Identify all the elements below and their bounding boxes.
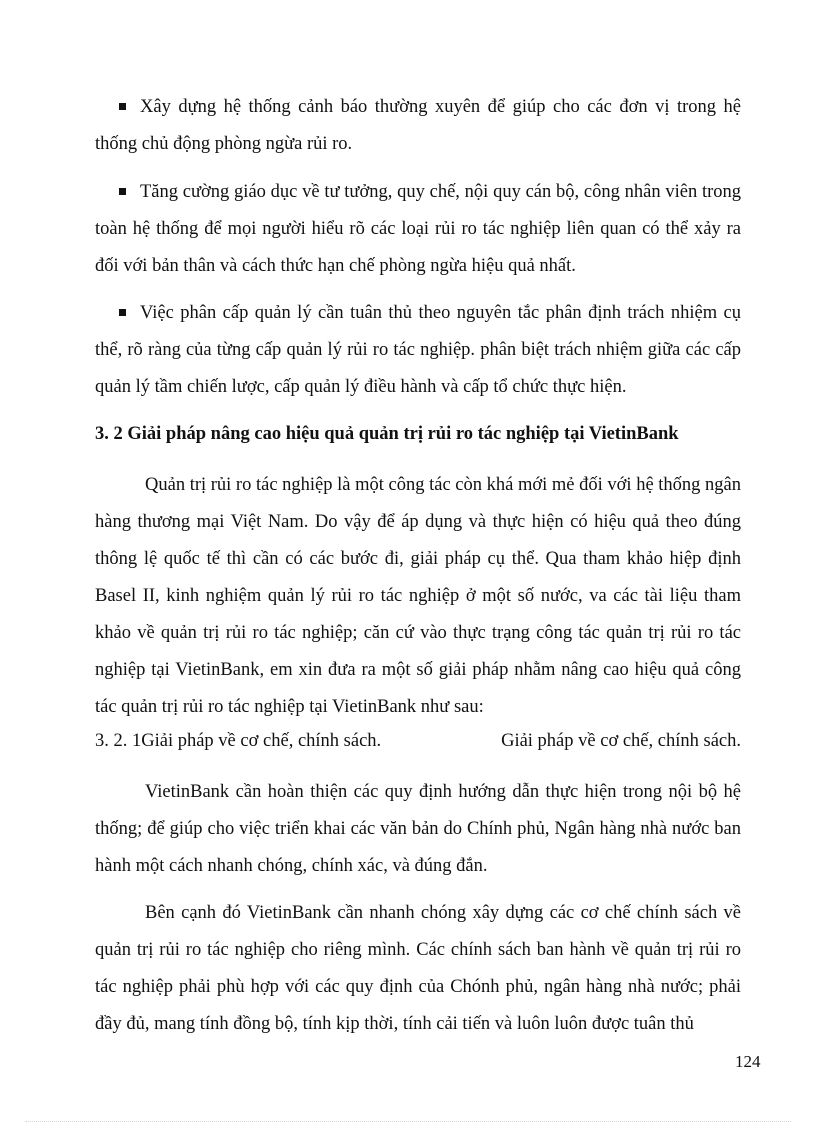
square-bullet-icon — [119, 309, 126, 316]
bullet-text: Việc phân cấp quản lý cần tuân thủ theo nguyên tắc phân định trách nhiệm cụ thể, rõ ràng của từng cấp quản lý rủi ro tác nghiệp. phân biệt trách nhiệm giữa các cấp quản lý tầm chiến lược, cấp quản lý điều hành và cấp tổ chức thực hiện. — [95, 303, 741, 397]
bullet-item — [95, 295, 741, 406]
page-number: 124 — [735, 1052, 761, 1071]
subsection-heading — [95, 723, 741, 760]
square-bullet-icon — [119, 103, 126, 110]
section-heading: 3. 2 Giải pháp nâng cao hiệu quả quản trị rủi ro tác nghiệp tại VietinBank — [95, 424, 679, 444]
page-bottom-rule — [25, 1121, 791, 1122]
square-bullet-icon — [119, 188, 126, 195]
bullet-item — [95, 174, 741, 285]
bullet-text: Tăng cường giáo dục về tư tưởng, quy chế, nội quy cán bộ, công nhân viên trong toàn hệ thống để mọi người hiểu rõ các loại rủi ro tác nghiệp liên quan có thể xảy ra đối với bản thân và cách thức hạn chế phòng ngừa hiệu quả nhất. — [95, 182, 741, 276]
paragraph: VietinBank cần hoàn thiện các quy định hướng dẫn thực hiện trong nội bộ hệ thống; để giúp cho việc triển khai các văn bản do Chính phủ, Ngân hàng nhà nước ban hành một cách nhanh chóng, chính xác, và đúng đắn. — [95, 782, 741, 876]
bullet-item — [95, 89, 741, 163]
intro-paragraph: Quản trị rủi ro tác nghiệp là một công tác còn khá mới mẻ đối với hệ thống ngân hàng thương mại Việt Nam. Do vậy để áp dụng và thực hiện có hiệu quả theo đúng thông lệ quốc tế thì cần có các bước đi, giải pháp cụ thể. Qua tham khảo hiệp định Basel II, kinh nghiệm quản lý rủi ro tác nghiệp ở một số nước, va các tài liệu tham khảo về quản trị rủi ro tác nghiệp; căn cứ vào thực trạng công tác quản trị rủi ro tác nghiệp tại VietinBank, em xin đưa ra một số giải pháp nhằm nâng cao hiệu quả công tác quản trị rủi ro tác nghiệp tại VietinBank như sau: — [95, 475, 742, 717]
subsection-number-title: 3. 2. 1Giải pháp về cơ chế, chính sách. — [95, 731, 382, 751]
bullet-text: Xây dựng hệ thống cảnh báo thường xuyên để giúp cho các đơn vị trong hệ thống chủ động phòng ngừa rủi ro. — [95, 97, 741, 154]
paragraph: Bên cạnh đó VietinBank cần nhanh chóng xây dựng các cơ chế chính sách về quản trị rủi ro tác nghiệp cho riêng mình. Các chính sách ban hành về quản trị rủi ro tác nghiệp phải phù hợp với các quy định của Chónh phủ, ngân hàng nhà nước; phải đầy đủ, mang tính đồng bộ, tính kịp thời, tính cải tiến và luôn luôn được tuân thủ — [95, 903, 741, 1034]
subsection-title-repeat: Giải pháp về cơ chế, chính sách. — [501, 731, 741, 751]
